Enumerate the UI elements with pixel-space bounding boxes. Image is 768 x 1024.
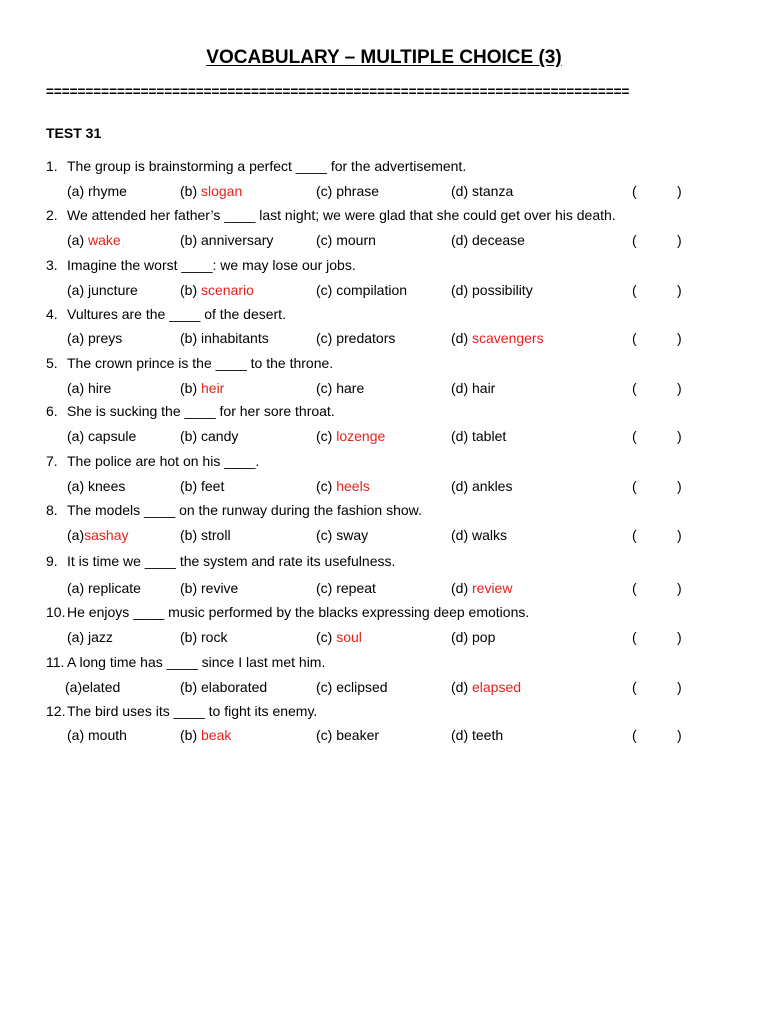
option-word-answer: elapsed bbox=[472, 679, 522, 695]
option-prefix: (d) bbox=[451, 428, 472, 444]
question-3-option-d bbox=[451, 281, 533, 299]
option-word: walks bbox=[472, 527, 508, 543]
option-prefix: (b) bbox=[180, 679, 201, 695]
question-4-option-b bbox=[180, 329, 269, 347]
question-12-option-c bbox=[316, 726, 379, 744]
option-prefix: (c) bbox=[316, 380, 337, 396]
option-word-answer: heels bbox=[336, 478, 370, 494]
option-word-answer: lozenge bbox=[336, 428, 386, 444]
option-prefix: (b) bbox=[180, 232, 201, 248]
question-6-option-d bbox=[451, 427, 506, 445]
test-label: TEST 31 bbox=[46, 125, 102, 141]
question-10-text: He enjoys ____ music performed by the blacks expressing deep emotions. bbox=[67, 604, 530, 620]
option-prefix: (a) bbox=[67, 282, 88, 298]
option-prefix: (d) bbox=[451, 629, 472, 645]
option-word: elaborated bbox=[201, 679, 268, 695]
question-7-text: The police are hot on his ____. bbox=[67, 453, 260, 469]
option-word: teeth bbox=[472, 727, 504, 743]
option-prefix: (b) bbox=[180, 580, 201, 596]
question-2-option-a bbox=[67, 231, 121, 249]
option-prefix: (d) bbox=[451, 580, 472, 596]
option-word-answer: beak bbox=[201, 727, 232, 743]
question-5-answer-bracket-open: ( bbox=[632, 380, 637, 396]
question-12-number: 12. bbox=[46, 703, 66, 719]
option-word: decease bbox=[472, 232, 525, 248]
question-10-option-b bbox=[180, 628, 227, 646]
option-prefix: (c) bbox=[316, 428, 337, 444]
option-word: preys bbox=[88, 330, 123, 346]
question-6-answer-bracket-open: ( bbox=[632, 428, 637, 444]
question-6-option-a bbox=[67, 427, 136, 445]
option-word: revive bbox=[201, 580, 239, 596]
question-1-option-d bbox=[451, 182, 513, 200]
question-3-answer-bracket-open: ( bbox=[632, 282, 637, 298]
question-2-option-c bbox=[316, 231, 376, 249]
question-8-text: The models ____ on the runway during the fashion show. bbox=[67, 502, 422, 518]
question-11-option-c bbox=[316, 678, 388, 696]
question-10-number: 10. bbox=[46, 604, 66, 620]
option-word-answer: sashay bbox=[84, 527, 129, 543]
question-11-number: 11. bbox=[46, 654, 65, 670]
option-word: pop bbox=[472, 629, 496, 645]
question-6-text: She is sucking the ____ for her sore throat. bbox=[67, 403, 335, 419]
option-prefix: (d) bbox=[451, 330, 472, 346]
question-2-answer-bracket-open: ( bbox=[632, 232, 637, 248]
option-word: jazz bbox=[88, 629, 113, 645]
question-1-number: 1. bbox=[46, 158, 58, 174]
question-11-text: A long time has ____ since I last met him. bbox=[67, 654, 326, 670]
question-9-number: 9. bbox=[46, 553, 58, 569]
question-8-number: 8. bbox=[46, 502, 58, 518]
option-prefix: (c) bbox=[316, 527, 337, 543]
option-prefix: (a) bbox=[67, 428, 88, 444]
question-8-answer-bracket-close: ) bbox=[677, 527, 682, 543]
option-word: replicate bbox=[88, 580, 141, 596]
page-title-text: VOCABULARY – MULTIPLE CHOICE (3) bbox=[206, 47, 562, 68]
option-word: mouth bbox=[88, 727, 127, 743]
question-10-option-d bbox=[451, 628, 495, 646]
question-12-option-a bbox=[67, 726, 127, 744]
question-2-number: 2. bbox=[46, 207, 58, 223]
option-prefix: (b) bbox=[180, 527, 201, 543]
question-2-option-d bbox=[451, 231, 525, 249]
question-9-text: It is time we ____ the system and rate its usefulness. bbox=[67, 553, 396, 569]
question-9-answer-bracket-close: ) bbox=[677, 580, 682, 596]
question-9-option-c bbox=[316, 579, 376, 597]
question-2-text: We attended her father’s ____ last night; we were glad that she could get over his death. bbox=[67, 207, 616, 223]
question-12-answer-bracket-close: ) bbox=[677, 727, 682, 743]
question-9-answer-bracket-open: ( bbox=[632, 580, 637, 596]
option-prefix: (a) bbox=[67, 527, 85, 543]
option-prefix: (d) bbox=[451, 232, 472, 248]
question-4-option-d bbox=[451, 329, 544, 347]
option-word: compilation bbox=[336, 282, 408, 298]
option-word-answer: slogan bbox=[201, 183, 243, 199]
option-word: elated bbox=[82, 679, 121, 695]
question-5-option-b bbox=[180, 379, 224, 397]
option-word-answer: soul bbox=[336, 629, 362, 645]
question-11-option-a bbox=[65, 678, 120, 696]
option-word-answer: wake bbox=[88, 232, 121, 248]
question-12-option-d bbox=[451, 726, 503, 744]
option-word: stanza bbox=[472, 183, 514, 199]
option-prefix: (d) bbox=[451, 380, 472, 396]
option-word: anniversary bbox=[201, 232, 274, 248]
option-prefix: (c) bbox=[316, 330, 337, 346]
question-5-answer-bracket-close: ) bbox=[677, 380, 682, 396]
question-8-answer-bracket-open: ( bbox=[632, 527, 637, 543]
option-word: predators bbox=[336, 330, 396, 346]
option-word: knees bbox=[88, 478, 126, 494]
question-10-answer-bracket-close: ) bbox=[677, 629, 682, 645]
option-word: phrase bbox=[336, 183, 380, 199]
question-5-text: The crown prince is the ____ to the throne. bbox=[67, 355, 334, 371]
question-1-option-a bbox=[67, 182, 127, 200]
option-word: tablet bbox=[472, 428, 507, 444]
question-7-option-c bbox=[316, 477, 370, 495]
question-9-option-b bbox=[180, 579, 238, 597]
option-prefix: (a) bbox=[67, 629, 88, 645]
question-4-answer-bracket-close: ) bbox=[677, 330, 682, 346]
question-2-answer-bracket-close: ) bbox=[677, 232, 682, 248]
question-3-number: 3. bbox=[46, 257, 58, 273]
option-prefix: (b) bbox=[180, 428, 201, 444]
question-4-text: Vultures are the ____ of the desert. bbox=[67, 306, 286, 322]
option-prefix: (a) bbox=[67, 380, 88, 396]
question-7-answer-bracket-open: ( bbox=[632, 478, 637, 494]
option-prefix: (d) bbox=[451, 478, 472, 494]
option-prefix: (c) bbox=[316, 478, 337, 494]
option-prefix: (b) bbox=[180, 183, 201, 199]
question-4-answer-bracket-open: ( bbox=[632, 330, 637, 346]
option-prefix: (b) bbox=[180, 629, 201, 645]
question-10-answer-bracket-open: ( bbox=[632, 629, 637, 645]
question-3-option-a bbox=[67, 281, 138, 299]
option-word: eclipsed bbox=[336, 679, 388, 695]
separator-line: ========================================================================== bbox=[46, 84, 630, 99]
question-6-option-c bbox=[316, 427, 385, 445]
option-prefix: (d) bbox=[451, 183, 472, 199]
option-word: juncture bbox=[88, 282, 138, 298]
question-10-option-a bbox=[67, 628, 113, 646]
question-5-option-a bbox=[67, 379, 111, 397]
option-prefix: (c) bbox=[316, 727, 337, 743]
question-11-answer-bracket-close: ) bbox=[677, 679, 682, 695]
option-word: possibility bbox=[472, 282, 533, 298]
page-title bbox=[0, 46, 768, 70]
question-12-option-b bbox=[180, 726, 231, 744]
question-7-answer-bracket-close: ) bbox=[677, 478, 682, 494]
option-word: hire bbox=[88, 380, 112, 396]
option-word-answer: scavengers bbox=[472, 330, 544, 346]
option-word-answer: heir bbox=[201, 380, 225, 396]
question-3-option-c bbox=[316, 281, 407, 299]
option-word: hare bbox=[336, 380, 365, 396]
question-6-option-b bbox=[180, 427, 238, 445]
option-prefix: (a) bbox=[67, 232, 88, 248]
question-4-option-c bbox=[316, 329, 395, 347]
option-prefix: (c) bbox=[316, 183, 337, 199]
question-5-number: 5. bbox=[46, 355, 58, 371]
question-2-option-b bbox=[180, 231, 273, 249]
option-word: inhabitants bbox=[201, 330, 269, 346]
question-11-answer-bracket-open: ( bbox=[632, 679, 637, 695]
question-11-option-d bbox=[451, 678, 521, 696]
question-7-option-d bbox=[451, 477, 512, 495]
option-prefix: (a) bbox=[65, 679, 83, 695]
question-6-answer-bracket-close: ) bbox=[677, 428, 682, 444]
option-prefix: (c) bbox=[316, 282, 337, 298]
option-prefix: (d) bbox=[451, 527, 472, 543]
option-prefix: (b) bbox=[180, 727, 201, 743]
question-7-option-b bbox=[180, 477, 224, 495]
option-word: candy bbox=[201, 428, 239, 444]
question-3-option-b bbox=[180, 281, 254, 299]
option-word: ankles bbox=[472, 478, 513, 494]
question-4-number: 4. bbox=[46, 306, 58, 322]
question-1-answer-bracket-open: ( bbox=[632, 183, 637, 199]
option-prefix: (d) bbox=[451, 282, 472, 298]
question-3-answer-bracket-close: ) bbox=[677, 282, 682, 298]
question-1-option-c bbox=[316, 182, 379, 200]
option-prefix: (c) bbox=[316, 232, 337, 248]
option-prefix: (c) bbox=[316, 629, 337, 645]
question-9-option-d bbox=[451, 579, 512, 597]
option-prefix: (d) bbox=[451, 727, 472, 743]
question-8-option-b bbox=[180, 526, 231, 544]
question-1-answer-bracket-close: ) bbox=[677, 183, 682, 199]
question-11-option-b bbox=[180, 678, 267, 696]
question-8-option-c bbox=[316, 526, 368, 544]
option-word: capsule bbox=[88, 428, 137, 444]
question-5-option-d bbox=[451, 379, 495, 397]
option-word-answer: review bbox=[472, 580, 513, 596]
option-prefix: (a) bbox=[67, 478, 88, 494]
option-prefix: (d) bbox=[451, 679, 472, 695]
option-word: feet bbox=[201, 478, 225, 494]
question-1-text: The group is brainstorming a perfect ____ for the advertisement. bbox=[67, 158, 467, 174]
option-word: sway bbox=[336, 527, 369, 543]
option-prefix: (a) bbox=[67, 727, 88, 743]
option-prefix: (b) bbox=[180, 380, 201, 396]
question-6-number: 6. bbox=[46, 403, 58, 419]
question-8-option-a bbox=[67, 526, 128, 544]
question-9-option-a bbox=[67, 579, 141, 597]
option-word: stroll bbox=[201, 527, 231, 543]
question-3-text: Imagine the worst ____: we may lose our jobs. bbox=[67, 257, 356, 273]
option-prefix: (a) bbox=[67, 580, 88, 596]
question-12-answer-bracket-open: ( bbox=[632, 727, 637, 743]
option-prefix: (a) bbox=[67, 183, 88, 199]
question-8-option-d bbox=[451, 526, 507, 544]
question-7-number: 7. bbox=[46, 453, 58, 469]
option-prefix: (c) bbox=[316, 580, 337, 596]
option-word-answer: scenario bbox=[201, 282, 254, 298]
option-prefix: (b) bbox=[180, 478, 201, 494]
option-word: rock bbox=[201, 629, 228, 645]
option-word: repeat bbox=[336, 580, 376, 596]
option-prefix: (a) bbox=[67, 330, 88, 346]
option-word: mourn bbox=[336, 232, 376, 248]
question-7-option-a bbox=[67, 477, 125, 495]
question-4-option-a bbox=[67, 329, 122, 347]
question-1-option-b bbox=[180, 182, 242, 200]
option-word: rhyme bbox=[88, 183, 127, 199]
question-12-text: The bird uses its ____ to fight its enemy. bbox=[67, 703, 318, 719]
question-10-option-c bbox=[316, 628, 362, 646]
option-prefix: (c) bbox=[316, 679, 337, 695]
question-5-option-c bbox=[316, 379, 364, 397]
option-prefix: (b) bbox=[180, 330, 201, 346]
option-prefix: (b) bbox=[180, 282, 201, 298]
option-word: hair bbox=[472, 380, 496, 396]
option-word: beaker bbox=[336, 727, 380, 743]
